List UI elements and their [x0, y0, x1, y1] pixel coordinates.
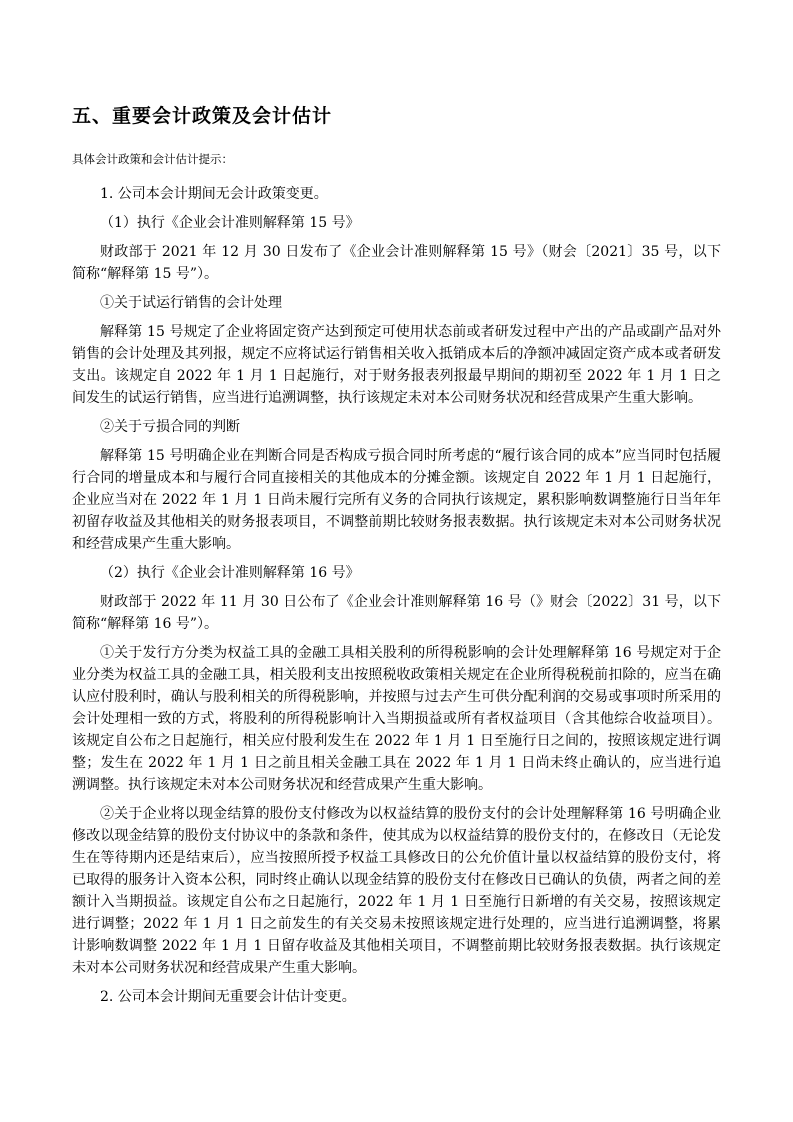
para-loss-contract-body: 解释第 15 号明确企业在判断合同是否构成亏损合同时所考虑的“履行该合同的成本”应当同时包括履行合同的增量成本和与履行合同直接相关的其他成本的分摊金额。该规定自 2022 年 1 月 1 日起施行，企业应当对在 2022 年 1 月 1 日尚未履行完所有义务的合同执行该规定，累积影响数调整施行日当年年初留存收益及其他相关的财务报表项目，不调整前期比较财务报表数据。执行该规定未对本公司财务状况和经营成果产生重大影响。 — [72, 448, 721, 552]
section-title: 五、重要会计政策及会计估计 — [72, 105, 333, 127]
para-loss-contract-heading: ②关于亏损合同的判断 — [100, 419, 240, 435]
para-interpretation-16-heading: （2）执行《企业会计准则解释第 16 号》 — [100, 565, 360, 581]
para-interpretation-15-heading: （1）执行《企业会计准则解释第 15 号》 — [100, 215, 360, 231]
para-trial-run-sales-heading: ①关于试运行销售的会计处理 — [100, 295, 282, 311]
para-dividend-income-tax-body: ①关于发行方分类为权益工具的金融工具相关股利的所得税影响的会计处理解释第 16 号规定对于企业分类为权益工具的金融工具，相关股利支出按照税收政策相关规定在企业所得税税前扣除的，应当在确认应付股利时，确认与股利相关的所得税影响，并按照与过去产生可供分配利润的交易或事项时所采用的会计处理相一致的方式，将股利的所得税影响计入当期损益或所有者权益项目（含其他综合收益项目）。该规定自公布之日起施行，相关应付股利发生在 2022 年 1 月 1 日至施行日之间的，按照该规定进行调整；发生在 2022 年 1 月 1 日之前且相关金融工具在 2022 年 1 月 1 日尚未终止确认的，应当进行追溯调整。执行该规定未对本公司财务状况和经营成果产生重大影响。 — [72, 645, 721, 793]
para-no-policy-change: 1. 公司本会计期间无会计政策变更。 — [100, 186, 328, 202]
policy-note: 具体会计政策和会计估计提示： — [72, 152, 233, 166]
para-share-based-payment-body: ②关于企业将以现金结算的股份支付修改为以权益结算的股份支付的会计处理解释第 16 号明确企业修改以现金结算的股份支付协议中的条款和条件，使其成为以权益结算的股份支付的，在修改日（无论发生在等待期内还是结束后），应当按照所授予权益工具修改日的公允价值计量以权益结算的股份支付，将已取得的服务计入资本公积，同时终止确认以现金结算的股份支付在修改日已确认的负债，两者之间的差额计入当期损益。该规定自公布之日起施行，2022 年 1 月 1 日至施行日新增的有关交易，按照该规定进行调整；2022 年 1 月 1 日之前发生的有关交易未按照该规定进行处理的，应当进行追溯调整，将累计影响数调整 2022 年 1 月 1 日留存收益及其他相关项目，不调整前期比较财务报表数据。执行该规定未对本公司财务状况和经营成果产生重大影响。 — [72, 806, 721, 976]
para-trial-run-sales-body: 解释第 15 号规定了企业将固定资产达到预定可使用状态前或者研发过程中产出的产品或副产品对外销售的会计处理及其列报，规定不应将试运行销售相关收入抵销成本后的净额冲减固定资产成本或者研发支出。该规定自 2022 年 1 月 1 日起施行，对于财务报表列报最早期间的期初至 2022 年 1 月 1 日之间发生的试运行销售，应当进行追溯调整，执行该规定未对本公司财务状况和经营成果产生重大影响。 — [72, 324, 721, 406]
para-no-estimate-change: 2. 公司本会计期间无重要会计估计变更。 — [100, 989, 356, 1005]
para-interpretation-16-issuance: 财政部于 2022 年 11 月 30 日公布了《企业会计准则解释第 16 号（》财会〔2022〕31 号，以下简称“解释第 16 号”）。 — [72, 594, 721, 632]
para-interpretation-15-issuance: 财政部于 2021 年 12 月 30 日发布了《企业会计准则解释第 15 号》（财会〔2021〕35 号，以下简称“解释第 15 号”）。 — [72, 244, 721, 282]
